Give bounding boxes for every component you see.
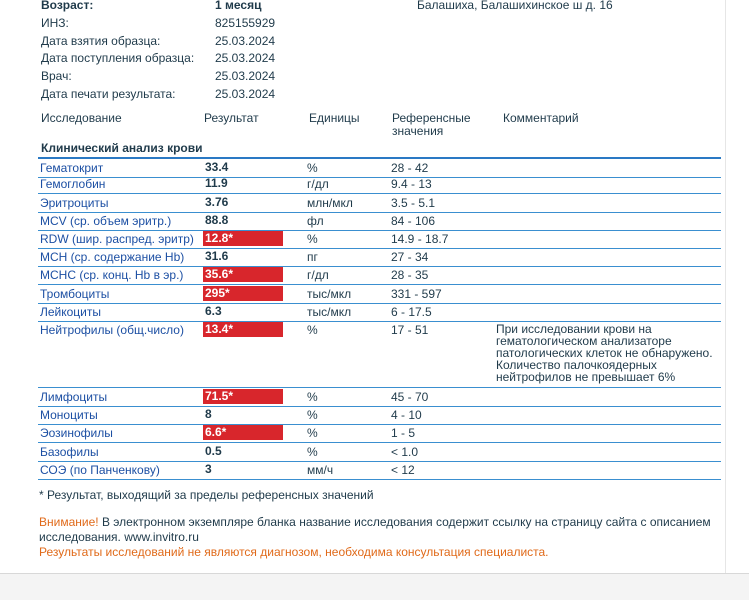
table-row [38, 388, 721, 407]
row-test-name: Эритроциты [40, 196, 109, 210]
table-row [38, 406, 721, 425]
row-test-name: Лейкоциты [40, 305, 102, 319]
table-row [38, 194, 721, 213]
notice-text: В электронном экземпляре бланка название исследования содержит ссылку на страницу сайта с описанием исследования. www.invitro.ru [39, 515, 711, 544]
table-row [38, 321, 721, 388]
page-edge [725, 0, 726, 573]
row-test-name: Гемоглобин [40, 177, 106, 191]
footnote: * Результат, выходящий за пределы референсных значений [39, 488, 374, 502]
row-reference: 28 - 35 [391, 268, 429, 282]
row-result: 11.9 [205, 176, 228, 190]
doctor-value: 25.03.2024 [215, 69, 276, 83]
row-test-name: МСНС (ср. конц. Hb в эр.) [40, 268, 184, 282]
row-reference: 3.5 - 5.1 [391, 196, 436, 210]
row-test-name: RDW (шир. распред. эритр) [40, 232, 194, 246]
row-unit: фл [307, 214, 324, 228]
header-units: Единицы [309, 111, 360, 125]
row-reference: < 1.0 [391, 445, 419, 459]
row-test-name: Лимфоциты [40, 390, 108, 404]
sample-received-label: Дата поступления образца: [41, 51, 195, 65]
row-result: 3.76 [205, 195, 229, 209]
row-unit: % [307, 426, 318, 440]
sample-taken-label: Дата взятия образца: [41, 34, 161, 48]
table-row [38, 303, 721, 322]
row-result-flagged: 71.5* [203, 389, 283, 404]
row-unit: пг [307, 250, 318, 264]
row-result: 6.3 [205, 304, 222, 318]
header-reference: Референсные значения [392, 111, 471, 138]
row-result-flagged: 13.4* [203, 322, 283, 337]
row-test-name: Гематокрит [40, 161, 104, 175]
row-reference: 27 - 34 [391, 250, 429, 264]
table-row [38, 424, 721, 443]
row-result-flagged: 6.6* [203, 425, 283, 440]
header-study: Исследование [41, 111, 122, 125]
notice-disclaimer: Результаты исследований не являются диагнозом, необходима консультация специалиста. [39, 545, 549, 559]
row-reference: 45 - 70 [391, 390, 429, 404]
row-unit: % [307, 161, 318, 175]
inz-value: 825155929 [215, 16, 276, 30]
row-reference: 84 - 106 [391, 214, 436, 228]
section-title: Клинический анализ крови [41, 141, 203, 155]
row-unit: млн/мкл [307, 196, 353, 210]
notice [39, 515, 729, 560]
row-unit: мм/ч [307, 463, 334, 477]
row-reference: 17 - 51 [391, 323, 429, 337]
age-value: 1 месяц [215, 0, 262, 12]
print-date-label: Дата печати результата: [41, 87, 176, 101]
table-row [38, 175, 721, 194]
row-unit: % [307, 408, 318, 422]
row-test-name: Моноциты [40, 408, 98, 422]
row-reference: 9.4 - 13 [391, 177, 432, 191]
row-result-flagged: 12.8* [203, 231, 283, 246]
row-result: 88.8 [205, 213, 229, 227]
sample-received-value: 25.03.2024 [215, 51, 276, 65]
inz-label: ИНЗ: [41, 16, 69, 30]
table-row [38, 212, 721, 231]
row-test-name: Тромбоциты [40, 287, 110, 301]
table-row [38, 285, 721, 304]
table-row [38, 443, 721, 462]
row-unit: % [307, 390, 318, 404]
page-bottom-band [0, 574, 749, 600]
print-date-value: 25.03.2024 [215, 87, 276, 101]
row-unit: % [307, 323, 318, 337]
row-unit: тыс/мкл [307, 305, 352, 319]
header-result: Результат [204, 111, 259, 125]
row-test-name: Базофилы [40, 445, 99, 459]
header-comment: Комментарий [503, 111, 579, 125]
table-row [38, 266, 721, 285]
row-comment: При исследовании крови на гематологическом анализаторе патологических клеток не обнаружено. Количество палочкоядерных нейтрофилов не превышает 6% [496, 322, 713, 384]
row-reference: 6 - 17.5 [391, 305, 432, 319]
row-reference: 14.9 - 18.7 [391, 232, 449, 246]
lab-address: Балашиха, Балашихинское ш д. 16 [417, 0, 613, 12]
row-reference: 1 - 5 [391, 426, 416, 440]
row-test-name: Эозинофилы [40, 426, 113, 440]
row-reference: 331 - 597 [391, 287, 442, 301]
row-test-name: MCV (ср. объем эритр.) [40, 214, 172, 228]
row-unit: % [307, 232, 318, 246]
row-result: 33.4 [205, 160, 229, 174]
row-result: 3 [205, 462, 212, 476]
row-result: 31.6 [205, 249, 229, 263]
row-unit: г/дл [307, 268, 329, 282]
row-result-flagged: 295* [203, 286, 283, 301]
table-row [38, 230, 721, 249]
notice-attention: Внимание! [39, 515, 99, 529]
row-unit: г/дл [307, 177, 329, 191]
row-reference: < 12 [391, 463, 415, 477]
row-result: 0.5 [205, 444, 222, 458]
row-test-name: MCH (ср. содержание Hb) [40, 250, 185, 264]
row-reference: 4 - 10 [391, 408, 422, 422]
sample-taken-value: 25.03.2024 [215, 34, 276, 48]
row-result-flagged: 35.6* [203, 267, 283, 282]
row-reference: 28 - 42 [391, 161, 429, 175]
row-unit: % [307, 445, 318, 459]
row-result: 8 [205, 407, 212, 421]
doctor-label: Врач: [41, 69, 72, 83]
row-unit: тыс/мкл [307, 287, 352, 301]
table-row [38, 248, 721, 267]
age-label: Возраст: [41, 0, 94, 12]
row-test-name: СОЭ (по Панченкову) [40, 463, 160, 477]
table-row [38, 461, 721, 480]
row-test-name: Нейтрофилы (общ.число) [40, 323, 184, 337]
